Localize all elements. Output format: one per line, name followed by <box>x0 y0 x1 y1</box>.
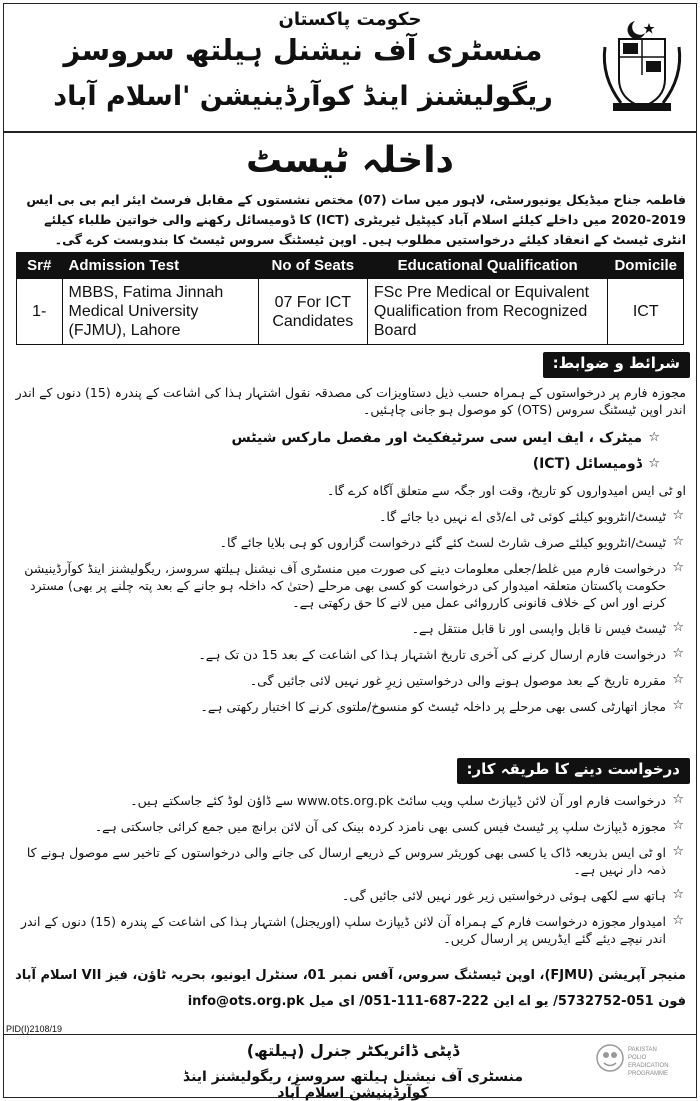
svg-text:PROGRAMME: PROGRAMME <box>628 1071 669 1077</box>
col-qualification-header: Educational Qualification <box>367 253 608 279</box>
rules-list <box>14 508 686 715</box>
polio-programme-logo-icon <box>594 1036 690 1086</box>
signatory-designation: ڈپٹی ڈائریکٹر جنرل (ہیلتھ) <box>246 1041 460 1060</box>
pid-number: PID(I)2108/19 <box>6 1024 63 1034</box>
header <box>3 3 697 133</box>
list-item: ☆ درخواست فارم ارسال کرنے کی آخری تاریخ اشتہار ہذا کی اشاعت کے بعد 15 دن تک ہے۔ <box>14 646 686 663</box>
list-item: ☆ ہاتھ سے لکھی ہوئی درخواستیں زیر غور نہیں لائی جائیں گی۔ <box>14 887 686 904</box>
page-title: داخلہ ٹیسٹ <box>245 140 455 181</box>
ots-notice: او ٹی ایس امیدواروں کو تاریخ، وقت اور جگہ سے متعلق آگاہ کرے گا۔ <box>327 483 686 498</box>
ministry-title: منسٹری آف نیشنل ہیلتھ سروسز <box>63 33 543 67</box>
conditions-block <box>14 384 686 724</box>
list-item: ☆ میٹرک ، ایف ایس سی سرٹیفکیٹ اور مفصل مارکس شیٹس <box>14 430 662 447</box>
cell-qualification: FSc Pre Medical or Equivalent Qualification from Recognized Board <box>367 279 608 345</box>
conditions-intro: مجوزہ فارم پر درخواستوں کے ہمراہ حسب ذیل دستاویزات کی مصدقہ نقول اشتہار ہذا کی اشاعت کے پندرہ (15) دنوں کے اندر اندر اوپن ٹیسٹنگ سروس (OTS) کو موصول ہو جانی چاہئیں۔ <box>15 385 686 417</box>
list-item: ☆ درخواست فارم اور آن لائن ڈیپازٹ سلپ ویب سائٹ www.ots.org.pk سے ڈاؤن لوڈ کئے جاسکتے ہیں۔ <box>14 792 686 809</box>
required-documents-list <box>14 430 686 473</box>
svg-text:POLIO: POLIO <box>628 1055 647 1061</box>
list-item: ☆ مجاز اتھارٹی کسی بھی مرحلے پر داخلہ ٹیسٹ کو منسوخ/ملتوی کرنے کا اختیار رکھتی ہے۔ <box>14 698 686 715</box>
ots-address: منیجر آپریشن (FJMU)، اوپن ٹیسٹنگ سروس، آفس نمبر 01، سنٹرل ایونیو، بحریہ ٹاؤن، فیز VII اسلام آباد <box>15 968 686 983</box>
col-sr-header: Sr# <box>17 253 63 279</box>
apply-heading: درخواست دینے کا طریقہ کار: <box>457 758 690 784</box>
col-test-header: Admission Test <box>62 253 258 279</box>
ots-contact: فون 051-5732752/ یو اے این 222-687-111-051/ ای میل info@ots.org.pk <box>187 994 686 1009</box>
cell-sr: 1- <box>17 279 63 345</box>
list-item: ☆ او ٹی ایس بذریعہ ڈاک یا کسی بھی کوریئر سروس کے ذریعے ارسال کی جانے والی درخواستوں کے تاخیر سے موصول ہونے کا ذمہ دار نہیں ہے۔ <box>14 844 686 878</box>
list-item: ☆ درخواست فارم میں غلط/جعلی معلومات دینے کی صورت میں منسٹری آف نیشنل ہیلتھ سروسز، ریگولیشنز اینڈ کوآرڈینیشن حکومت پاکستان متعلقہ امیدوار کی درخواست کو کسی بھی مرحلے (حتیٰ کہ داخلہ ہو جانے کے بعد پتہ چلنے پر بھی) مسترد کرنے اور اس کے خلاف قانونی کارروائی عمل میں لانے کا حق رکھتی ہے۔ <box>14 560 686 611</box>
cell-domicile: ICT <box>608 279 684 345</box>
list-item: ☆ ڈومیسائل (ICT) <box>14 456 662 473</box>
list-item: ☆ امیدوار مجوزہ درخواست فارم کے ہمراہ آن لائن ڈیپازٹ سلپ (اوریجنل) اشتہار ہذا کی اشاعت کے پندرہ (15) دنوں کے اندر اندر نیچے دیئے گئے ایڈریس پر ارسال کریں۔ <box>14 913 686 947</box>
svg-text:PAKISTAN: PAKISTAN <box>628 1047 657 1053</box>
signatory-organization: منسٹری آف نیشنل ہیلتھ سروسز، ریگولیشنز اینڈ کوآرڈینیشن اسلام آباد <box>183 1069 523 1101</box>
cell-test: MBBS, Fatima Jinnah Medical University (FJMU), Lahore <box>62 279 258 345</box>
apply-steps-list <box>14 792 686 947</box>
admission-table <box>16 252 684 345</box>
conditions-heading: شرائط و ضوابط: <box>543 352 690 378</box>
cell-seats: 07 For ICT Candidates <box>258 279 367 345</box>
signature-block <box>3 1034 697 1101</box>
list-item: ☆ ٹیسٹ/انٹرویو کیلئے کوئی ٹی اے/ڈی اے نہیں دیا جائے گا۔ <box>14 508 686 525</box>
list-item: ☆ مجوزہ ڈیپازٹ سلپ پر ٹیسٹ فیس کسی بھی نامزد کردہ بینک کی آن لائن برانچ میں جمع کرائی جاسکتی ہے۔ <box>14 818 686 835</box>
col-seats-header: No of Seats <box>258 253 367 279</box>
list-item: ☆ ٹیسٹ/انٹرویو کیلئے صرف شارٹ لسٹ کئے گئے درخواست گزاروں کو ہی بلایا جائے گا۔ <box>14 534 686 551</box>
list-item: ☆ ٹیسٹ فیس نا قابل واپسی اور نا قابل منتقل ہے۔ <box>14 620 686 637</box>
division-title: ریگولیشنز اینڈ کوآرڈینیشن 'اسلام آباد <box>53 81 553 112</box>
table-header-row <box>17 253 684 279</box>
col-domicile-header: Domicile <box>608 253 684 279</box>
government-title: حکومت پاکستان <box>278 9 422 30</box>
intro-paragraph: فاطمہ جناح میڈیکل یونیورسٹی، لاہور میں سات (07) مختص نشستوں کے مقابل فرسٹ ایئر ایم بی بی ایس 2019-2020 میں داخلے کیلئے اسلام آباد کیپٹیل ٹیریٹری (ICT) کا ڈومیسائل رکھنے والی خواتین طلباء کیلئے انٹری ٹیسٹ کے انعقاد کیلئے درخواستیں مطلوب ہیں۔ اوپن ٹیسٹنگ سروس ٹیسٹ کا بندوبست کرے گی۔ <box>26 192 686 247</box>
table-row <box>17 279 684 345</box>
list-item: ☆ مقررہ تاریخ کے بعد موصول ہونے والی درخواستیں زیرِ غور نہیں لائی جائیں گی۔ <box>14 672 686 689</box>
apply-block <box>14 792 686 956</box>
state-emblem-icon <box>599 17 685 113</box>
svg-text:ERADICATION: ERADICATION <box>628 1063 669 1069</box>
